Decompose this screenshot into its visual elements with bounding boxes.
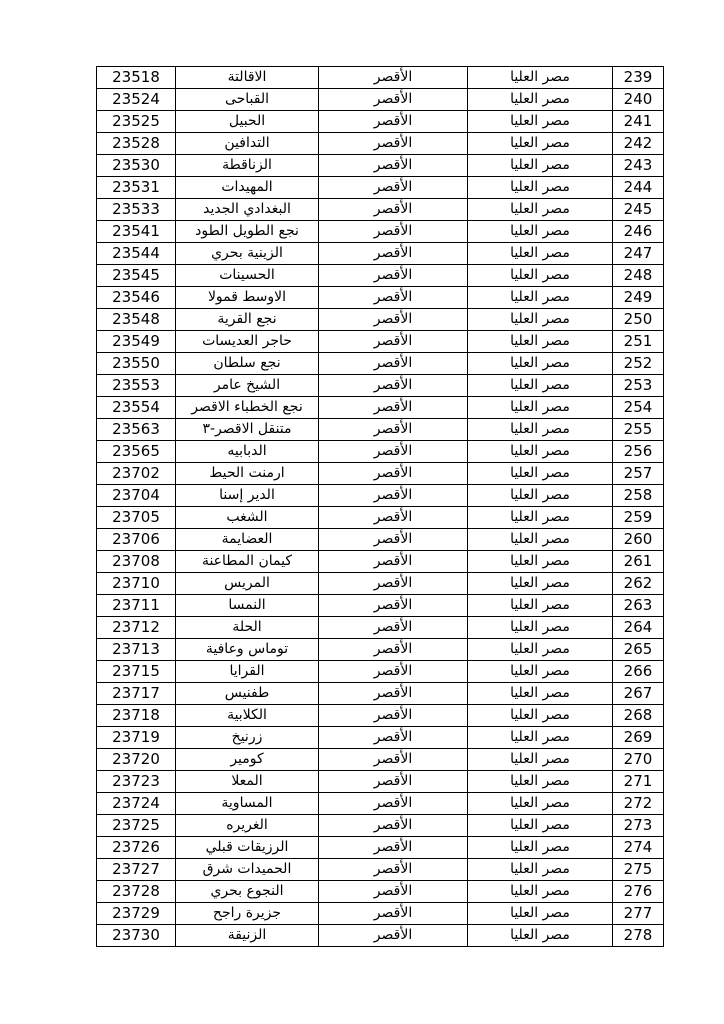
table-row — [97, 353, 664, 375]
row-number-cell: 256 — [613, 441, 664, 463]
postal-code-cell: 23544 — [97, 243, 176, 265]
governorate-cell: الأقصر — [319, 397, 468, 419]
governorate-cell: الأقصر — [319, 727, 468, 749]
office-name-cell: نجع القرية — [176, 309, 319, 331]
postal-code-cell: 23541 — [97, 221, 176, 243]
postal-code-cell: 23728 — [97, 881, 176, 903]
row-number-cell: 250 — [613, 309, 664, 331]
governorate-cell: الأقصر — [319, 155, 468, 177]
table-row — [97, 859, 664, 881]
office-name-cell: القرايا — [176, 661, 319, 683]
postal-code-cell: 23563 — [97, 419, 176, 441]
governorate-cell: الأقصر — [319, 661, 468, 683]
postal-code-cell: 23553 — [97, 375, 176, 397]
region-cell: مصر العليا — [468, 485, 613, 507]
region-cell: مصر العليا — [468, 243, 613, 265]
postal-code-cell: 23713 — [97, 639, 176, 661]
table-row — [97, 507, 664, 529]
row-number-cell: 242 — [613, 133, 664, 155]
postal-code-cell: 23565 — [97, 441, 176, 463]
governorate-cell: الأقصر — [319, 793, 468, 815]
row-number-cell: 258 — [613, 485, 664, 507]
governorate-cell: الأقصر — [319, 221, 468, 243]
governorate-cell: الأقصر — [319, 265, 468, 287]
row-number-cell: 257 — [613, 463, 664, 485]
office-name-cell: الكلابية — [176, 705, 319, 727]
row-number-cell: 240 — [613, 89, 664, 111]
governorate-cell: الأقصر — [319, 309, 468, 331]
region-cell: مصر العليا — [468, 375, 613, 397]
table-row — [97, 683, 664, 705]
row-number-cell: 244 — [613, 177, 664, 199]
region-cell: مصر العليا — [468, 199, 613, 221]
row-number-cell: 278 — [613, 925, 664, 947]
office-name-cell: الاقالتة — [176, 67, 319, 89]
office-name-cell: كومير — [176, 749, 319, 771]
row-number-cell: 239 — [613, 67, 664, 89]
table-row — [97, 133, 664, 155]
region-cell: مصر العليا — [468, 573, 613, 595]
region-cell: مصر العليا — [468, 353, 613, 375]
governorate-cell: الأقصر — [319, 815, 468, 837]
postal-code-cell: 23712 — [97, 617, 176, 639]
office-name-cell: الزناقطة — [176, 155, 319, 177]
office-name-cell: نجع الخطباء الاقصر — [176, 397, 319, 419]
row-number-cell: 270 — [613, 749, 664, 771]
governorate-cell: الأقصر — [319, 507, 468, 529]
postal-code-cell: 23729 — [97, 903, 176, 925]
postal-code-cell: 23702 — [97, 463, 176, 485]
postal-code-cell: 23704 — [97, 485, 176, 507]
office-name-cell: المريس — [176, 573, 319, 595]
office-name-cell: جزيرة راجح — [176, 903, 319, 925]
table-row — [97, 111, 664, 133]
table-row — [97, 485, 664, 507]
office-name-cell: الزينية بحري — [176, 243, 319, 265]
postal-code-cell: 23717 — [97, 683, 176, 705]
governorate-cell: الأقصر — [319, 89, 468, 111]
row-number-cell: 273 — [613, 815, 664, 837]
governorate-cell: الأقصر — [319, 749, 468, 771]
row-number-cell: 263 — [613, 595, 664, 617]
postal-code-cell: 23710 — [97, 573, 176, 595]
region-cell: مصر العليا — [468, 859, 613, 881]
table-body — [97, 67, 664, 947]
governorate-cell: الأقصر — [319, 551, 468, 573]
office-name-cell: الحبيل — [176, 111, 319, 133]
postal-code-cell: 23730 — [97, 925, 176, 947]
table-row — [97, 749, 664, 771]
table-row — [97, 881, 664, 903]
row-number-cell: 276 — [613, 881, 664, 903]
governorate-cell: الأقصر — [319, 771, 468, 793]
office-name-cell: ارمنت الحيط — [176, 463, 319, 485]
governorate-cell: الأقصر — [319, 419, 468, 441]
row-number-cell: 259 — [613, 507, 664, 529]
postal-code-cell: 23550 — [97, 353, 176, 375]
governorate-cell: الأقصر — [319, 441, 468, 463]
region-cell: مصر العليا — [468, 419, 613, 441]
table-row — [97, 397, 664, 419]
table-row — [97, 375, 664, 397]
postal-code-cell: 23554 — [97, 397, 176, 419]
row-number-cell: 245 — [613, 199, 664, 221]
row-number-cell: 261 — [613, 551, 664, 573]
row-number-cell: 274 — [613, 837, 664, 859]
governorate-cell: الأقصر — [319, 617, 468, 639]
region-cell: مصر العليا — [468, 441, 613, 463]
postal-code-cell: 23705 — [97, 507, 176, 529]
governorate-cell: الأقصر — [319, 199, 468, 221]
postal-code-cell: 23724 — [97, 793, 176, 815]
region-cell: مصر العليا — [468, 595, 613, 617]
office-name-cell: حاجر العديسات — [176, 331, 319, 353]
postal-code-cell: 23528 — [97, 133, 176, 155]
row-number-cell: 271 — [613, 771, 664, 793]
table-row — [97, 243, 664, 265]
region-cell: مصر العليا — [468, 925, 613, 947]
post-office-table — [96, 66, 664, 947]
row-number-cell: 252 — [613, 353, 664, 375]
region-cell: مصر العليا — [468, 177, 613, 199]
region-cell: مصر العليا — [468, 837, 613, 859]
postal-code-cell: 23719 — [97, 727, 176, 749]
office-name-cell: الشيخ عامر — [176, 375, 319, 397]
row-number-cell: 272 — [613, 793, 664, 815]
office-name-cell: الاوسط قمولا — [176, 287, 319, 309]
postal-code-cell: 23518 — [97, 67, 176, 89]
postal-code-cell: 23720 — [97, 749, 176, 771]
region-cell: مصر العليا — [468, 617, 613, 639]
table-row — [97, 639, 664, 661]
region-cell: مصر العليا — [468, 793, 613, 815]
office-name-cell: البغدادي الجديد — [176, 199, 319, 221]
region-cell: مصر العليا — [468, 727, 613, 749]
region-cell: مصر العليا — [468, 683, 613, 705]
office-name-cell: القباحى — [176, 89, 319, 111]
region-cell: مصر العليا — [468, 67, 613, 89]
region-cell: مصر العليا — [468, 749, 613, 771]
office-name-cell: المساوية — [176, 793, 319, 815]
table-row — [97, 67, 664, 89]
office-name-cell: الرزيقات قبلي — [176, 837, 319, 859]
office-name-cell: الغريره — [176, 815, 319, 837]
table-row — [97, 419, 664, 441]
table-row — [97, 793, 664, 815]
postal-code-cell: 23530 — [97, 155, 176, 177]
governorate-cell: الأقصر — [319, 639, 468, 661]
governorate-cell: الأقصر — [319, 705, 468, 727]
row-number-cell: 267 — [613, 683, 664, 705]
governorate-cell: الأقصر — [319, 133, 468, 155]
table-row — [97, 815, 664, 837]
table-row — [97, 925, 664, 947]
table-row — [97, 705, 664, 727]
region-cell: مصر العليا — [468, 397, 613, 419]
office-name-cell: متنقل الاقصر-٣ — [176, 419, 319, 441]
governorate-cell: الأقصر — [319, 881, 468, 903]
postal-code-cell: 23715 — [97, 661, 176, 683]
region-cell: مصر العليا — [468, 507, 613, 529]
row-number-cell: 246 — [613, 221, 664, 243]
region-cell: مصر العليا — [468, 661, 613, 683]
row-number-cell: 268 — [613, 705, 664, 727]
row-number-cell: 249 — [613, 287, 664, 309]
postal-code-cell: 23546 — [97, 287, 176, 309]
table-row — [97, 727, 664, 749]
governorate-cell: الأقصر — [319, 903, 468, 925]
table-row — [97, 837, 664, 859]
row-number-cell: 266 — [613, 661, 664, 683]
postal-code-cell: 23708 — [97, 551, 176, 573]
region-cell: مصر العليا — [468, 639, 613, 661]
office-name-cell: الحسينات — [176, 265, 319, 287]
table-row — [97, 89, 664, 111]
region-cell: مصر العليا — [468, 463, 613, 485]
table-row — [97, 309, 664, 331]
postal-code-cell: 23711 — [97, 595, 176, 617]
region-cell: مصر العليا — [468, 705, 613, 727]
row-number-cell: 241 — [613, 111, 664, 133]
postal-code-cell: 23725 — [97, 815, 176, 837]
row-number-cell: 264 — [613, 617, 664, 639]
row-number-cell: 247 — [613, 243, 664, 265]
row-number-cell: 275 — [613, 859, 664, 881]
postal-code-cell: 23525 — [97, 111, 176, 133]
row-number-cell: 265 — [613, 639, 664, 661]
governorate-cell: الأقصر — [319, 859, 468, 881]
office-name-cell: المعلا — [176, 771, 319, 793]
postal-code-cell: 23718 — [97, 705, 176, 727]
postal-code-cell: 23549 — [97, 331, 176, 353]
governorate-cell: الأقصر — [319, 573, 468, 595]
office-name-cell: توماس وعافية — [176, 639, 319, 661]
office-name-cell: الدير إسنا — [176, 485, 319, 507]
region-cell: مصر العليا — [468, 331, 613, 353]
table-row — [97, 287, 664, 309]
table-row — [97, 661, 664, 683]
postal-code-cell: 23723 — [97, 771, 176, 793]
region-cell: مصر العليا — [468, 287, 613, 309]
table-row — [97, 551, 664, 573]
postal-code-cell: 23548 — [97, 309, 176, 331]
office-name-cell: الحميدات شرق — [176, 859, 319, 881]
governorate-cell: الأقصر — [319, 177, 468, 199]
row-number-cell: 248 — [613, 265, 664, 287]
region-cell: مصر العليا — [468, 111, 613, 133]
table-row — [97, 199, 664, 221]
postal-code-cell: 23524 — [97, 89, 176, 111]
table-row — [97, 177, 664, 199]
table-row — [97, 529, 664, 551]
region-cell: مصر العليا — [468, 309, 613, 331]
governorate-cell: الأقصر — [319, 595, 468, 617]
office-name-cell: نجع سلطان — [176, 353, 319, 375]
governorate-cell: الأقصر — [319, 375, 468, 397]
office-name-cell: الزنيقة — [176, 925, 319, 947]
governorate-cell: الأقصر — [319, 683, 468, 705]
postal-code-cell: 23706 — [97, 529, 176, 551]
table-row — [97, 771, 664, 793]
table-row — [97, 265, 664, 287]
postal-code-cell: 23531 — [97, 177, 176, 199]
table-row — [97, 617, 664, 639]
table-row — [97, 441, 664, 463]
office-name-cell: الدبابيه — [176, 441, 319, 463]
office-name-cell: الشغب — [176, 507, 319, 529]
office-name-cell: زرنيخ — [176, 727, 319, 749]
governorate-cell: الأقصر — [319, 67, 468, 89]
table-row — [97, 573, 664, 595]
table-row — [97, 463, 664, 485]
office-name-cell: العضايمة — [176, 529, 319, 551]
table-row — [97, 155, 664, 177]
row-number-cell: 260 — [613, 529, 664, 551]
region-cell: مصر العليا — [468, 903, 613, 925]
table-row — [97, 595, 664, 617]
row-number-cell: 262 — [613, 573, 664, 595]
region-cell: مصر العليا — [468, 881, 613, 903]
table-row — [97, 331, 664, 353]
office-name-cell: طفنيس — [176, 683, 319, 705]
postal-code-cell: 23533 — [97, 199, 176, 221]
row-number-cell: 255 — [613, 419, 664, 441]
row-number-cell: 251 — [613, 331, 664, 353]
governorate-cell: الأقصر — [319, 837, 468, 859]
governorate-cell: الأقصر — [319, 485, 468, 507]
postal-code-cell: 23727 — [97, 859, 176, 881]
postal-code-cell: 23726 — [97, 837, 176, 859]
region-cell: مصر العليا — [468, 155, 613, 177]
region-cell: مصر العليا — [468, 133, 613, 155]
region-cell: مصر العليا — [468, 815, 613, 837]
office-name-cell: النجوع بحري — [176, 881, 319, 903]
region-cell: مصر العليا — [468, 529, 613, 551]
row-number-cell: 269 — [613, 727, 664, 749]
region-cell: مصر العليا — [468, 265, 613, 287]
region-cell: مصر العليا — [468, 89, 613, 111]
row-number-cell: 254 — [613, 397, 664, 419]
row-number-cell: 243 — [613, 155, 664, 177]
office-name-cell: نجع الطويل الطود — [176, 221, 319, 243]
governorate-cell: الأقصر — [319, 353, 468, 375]
region-cell: مصر العليا — [468, 771, 613, 793]
region-cell: مصر العليا — [468, 221, 613, 243]
governorate-cell: الأقصر — [319, 463, 468, 485]
office-name-cell: النمسا — [176, 595, 319, 617]
office-name-cell: الحلة — [176, 617, 319, 639]
governorate-cell: الأقصر — [319, 243, 468, 265]
office-name-cell: التدافين — [176, 133, 319, 155]
row-number-cell: 277 — [613, 903, 664, 925]
office-name-cell: المهيدات — [176, 177, 319, 199]
governorate-cell: الأقصر — [319, 925, 468, 947]
governorate-cell: الأقصر — [319, 331, 468, 353]
postal-code-cell: 23545 — [97, 265, 176, 287]
region-cell: مصر العليا — [468, 551, 613, 573]
governorate-cell: الأقصر — [319, 111, 468, 133]
table-row — [97, 221, 664, 243]
governorate-cell: الأقصر — [319, 287, 468, 309]
row-number-cell: 253 — [613, 375, 664, 397]
table-row — [97, 903, 664, 925]
office-name-cell: كيمان المطاعنة — [176, 551, 319, 573]
governorate-cell: الأقصر — [319, 529, 468, 551]
